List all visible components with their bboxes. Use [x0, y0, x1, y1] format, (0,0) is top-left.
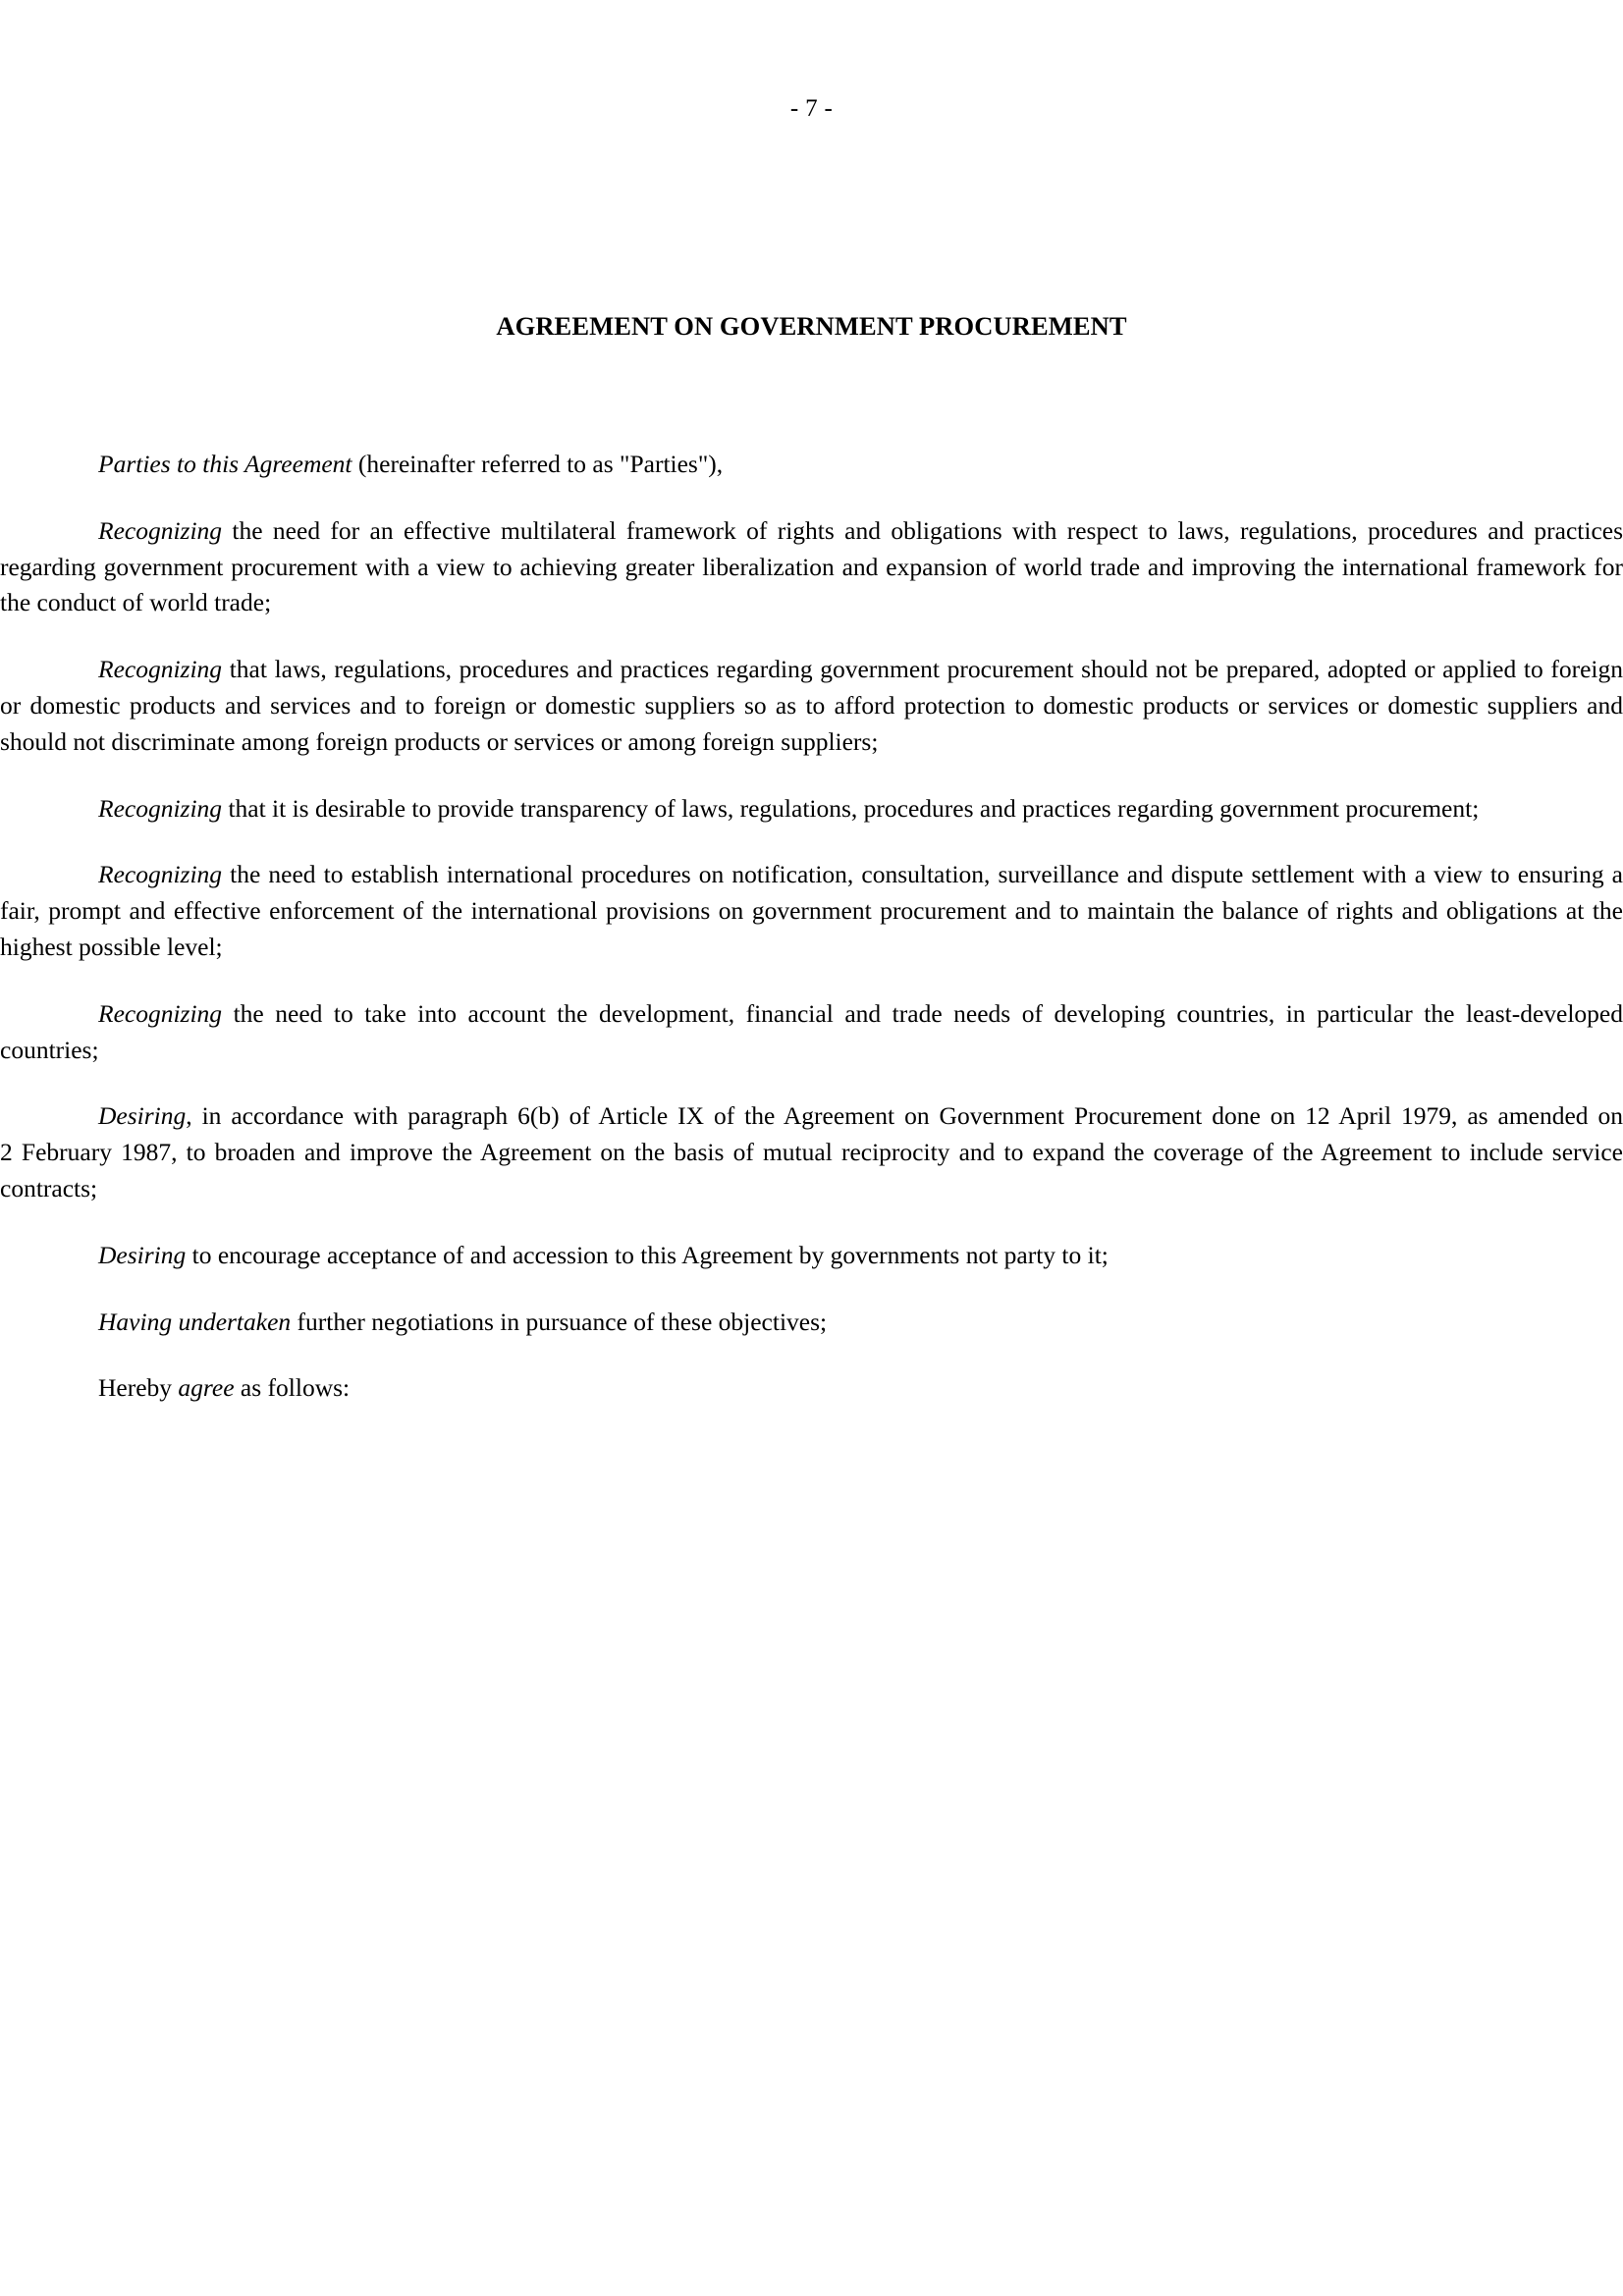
page-number: - 7 - — [789, 95, 834, 122]
paragraph-lead-in: Recognizing — [98, 998, 223, 1028]
paragraph-having-undertaken — [0, 1305, 1623, 1341]
paragraph-lead-in: Desiring — [98, 1101, 187, 1131]
document-body — [0, 447, 1623, 1407]
paragraph-parties — [0, 447, 1623, 483]
paragraph-text: Hereby — [98, 1373, 179, 1403]
paragraph-lead-in: Desiring — [98, 1240, 187, 1269]
date-original-agreement: 12 April 1979 — [1305, 1101, 1451, 1131]
date-amendment: 2 February 1987 — [0, 1138, 172, 1167]
paragraph-text: to encourage acceptance of and accession to this Agreement by governments not party to it; — [186, 1240, 1109, 1269]
paragraph-text: that it is desirable to provide transparency of laws, regulations, procedures and practices regarding government procurement; — [222, 793, 1480, 823]
paragraph-desiring-accession — [0, 1238, 1623, 1274]
paragraph-lead-in: Recognizing — [98, 860, 223, 889]
paragraph-text: , as amended on — [1451, 1101, 1623, 1131]
paragraph-recognizing-framework — [0, 513, 1623, 621]
paragraph-text: , to broaden and improve the Agreement on the basis of mutual reciprocity and to expand the coverage of the Agreement to include service contracts; — [0, 1138, 1623, 1202]
paragraph-text: as follows: — [234, 1373, 351, 1403]
paragraph-emphasis: agree — [178, 1373, 235, 1403]
paragraph-text: further negotiations in pursuance of these objectives; — [291, 1307, 828, 1336]
paragraph-lead-in: Recognizing — [98, 655, 223, 684]
paragraph-lead-in: Recognizing — [98, 793, 223, 823]
paragraph-text: the need to take into account the development, financial and trade needs of developing countries, in particular the least-developed countries; — [0, 998, 1623, 1064]
paragraph-lead-in: Recognizing — [98, 515, 223, 545]
paragraph-text: that laws, regulations, procedures and practices regarding government procurement should not be prepared, adopted or applied to foreign or domestic products and services and to foreign or domestic suppliers so as to afford protection to domestic products or services or domestic suppliers and should not discriminate among foreign products or services or among foreign suppliers; — [0, 655, 1623, 756]
paragraph-text: the need for an effective multilateral framework of rights and obligations with respect to laws, regulations, procedures and practices regarding government procurement with a view to achieving greater liberalization and expansion of world trade and improving the international framework for the conduct of world trade; — [0, 515, 1623, 617]
paragraph-text: , in accordance with paragraph 6(b) of Article IX of the Agreement on Government Procurement done on — [186, 1101, 1306, 1131]
paragraph-hereby-agree — [0, 1370, 1623, 1407]
paragraph-text: (hereinafter referred to as "Parties"), — [352, 450, 724, 478]
paragraph-recognizing-nondiscrimination — [0, 652, 1623, 760]
paragraph-recognizing-procedures — [0, 857, 1623, 965]
paragraph-recognizing-transparency — [0, 791, 1623, 828]
paragraph-lead-in: Parties to this Agreement — [98, 450, 352, 478]
paragraph-desiring-broaden — [0, 1098, 1623, 1206]
page-title: AGREEMENT ON GOVERNMENT PROCUREMENT — [496, 311, 1127, 341]
paragraph-recognizing-developing — [0, 996, 1623, 1069]
paragraph-lead-in: Having undertaken — [98, 1307, 292, 1336]
paragraph-text: the need to establish international procedures on notification, consultation, surveillance and dispute settlement with a view to ensuring a fair, prompt and effective enforcement of the international provisions on government procurement and to maintain the balance of rights and obligations at the highest possible level; — [0, 860, 1623, 961]
